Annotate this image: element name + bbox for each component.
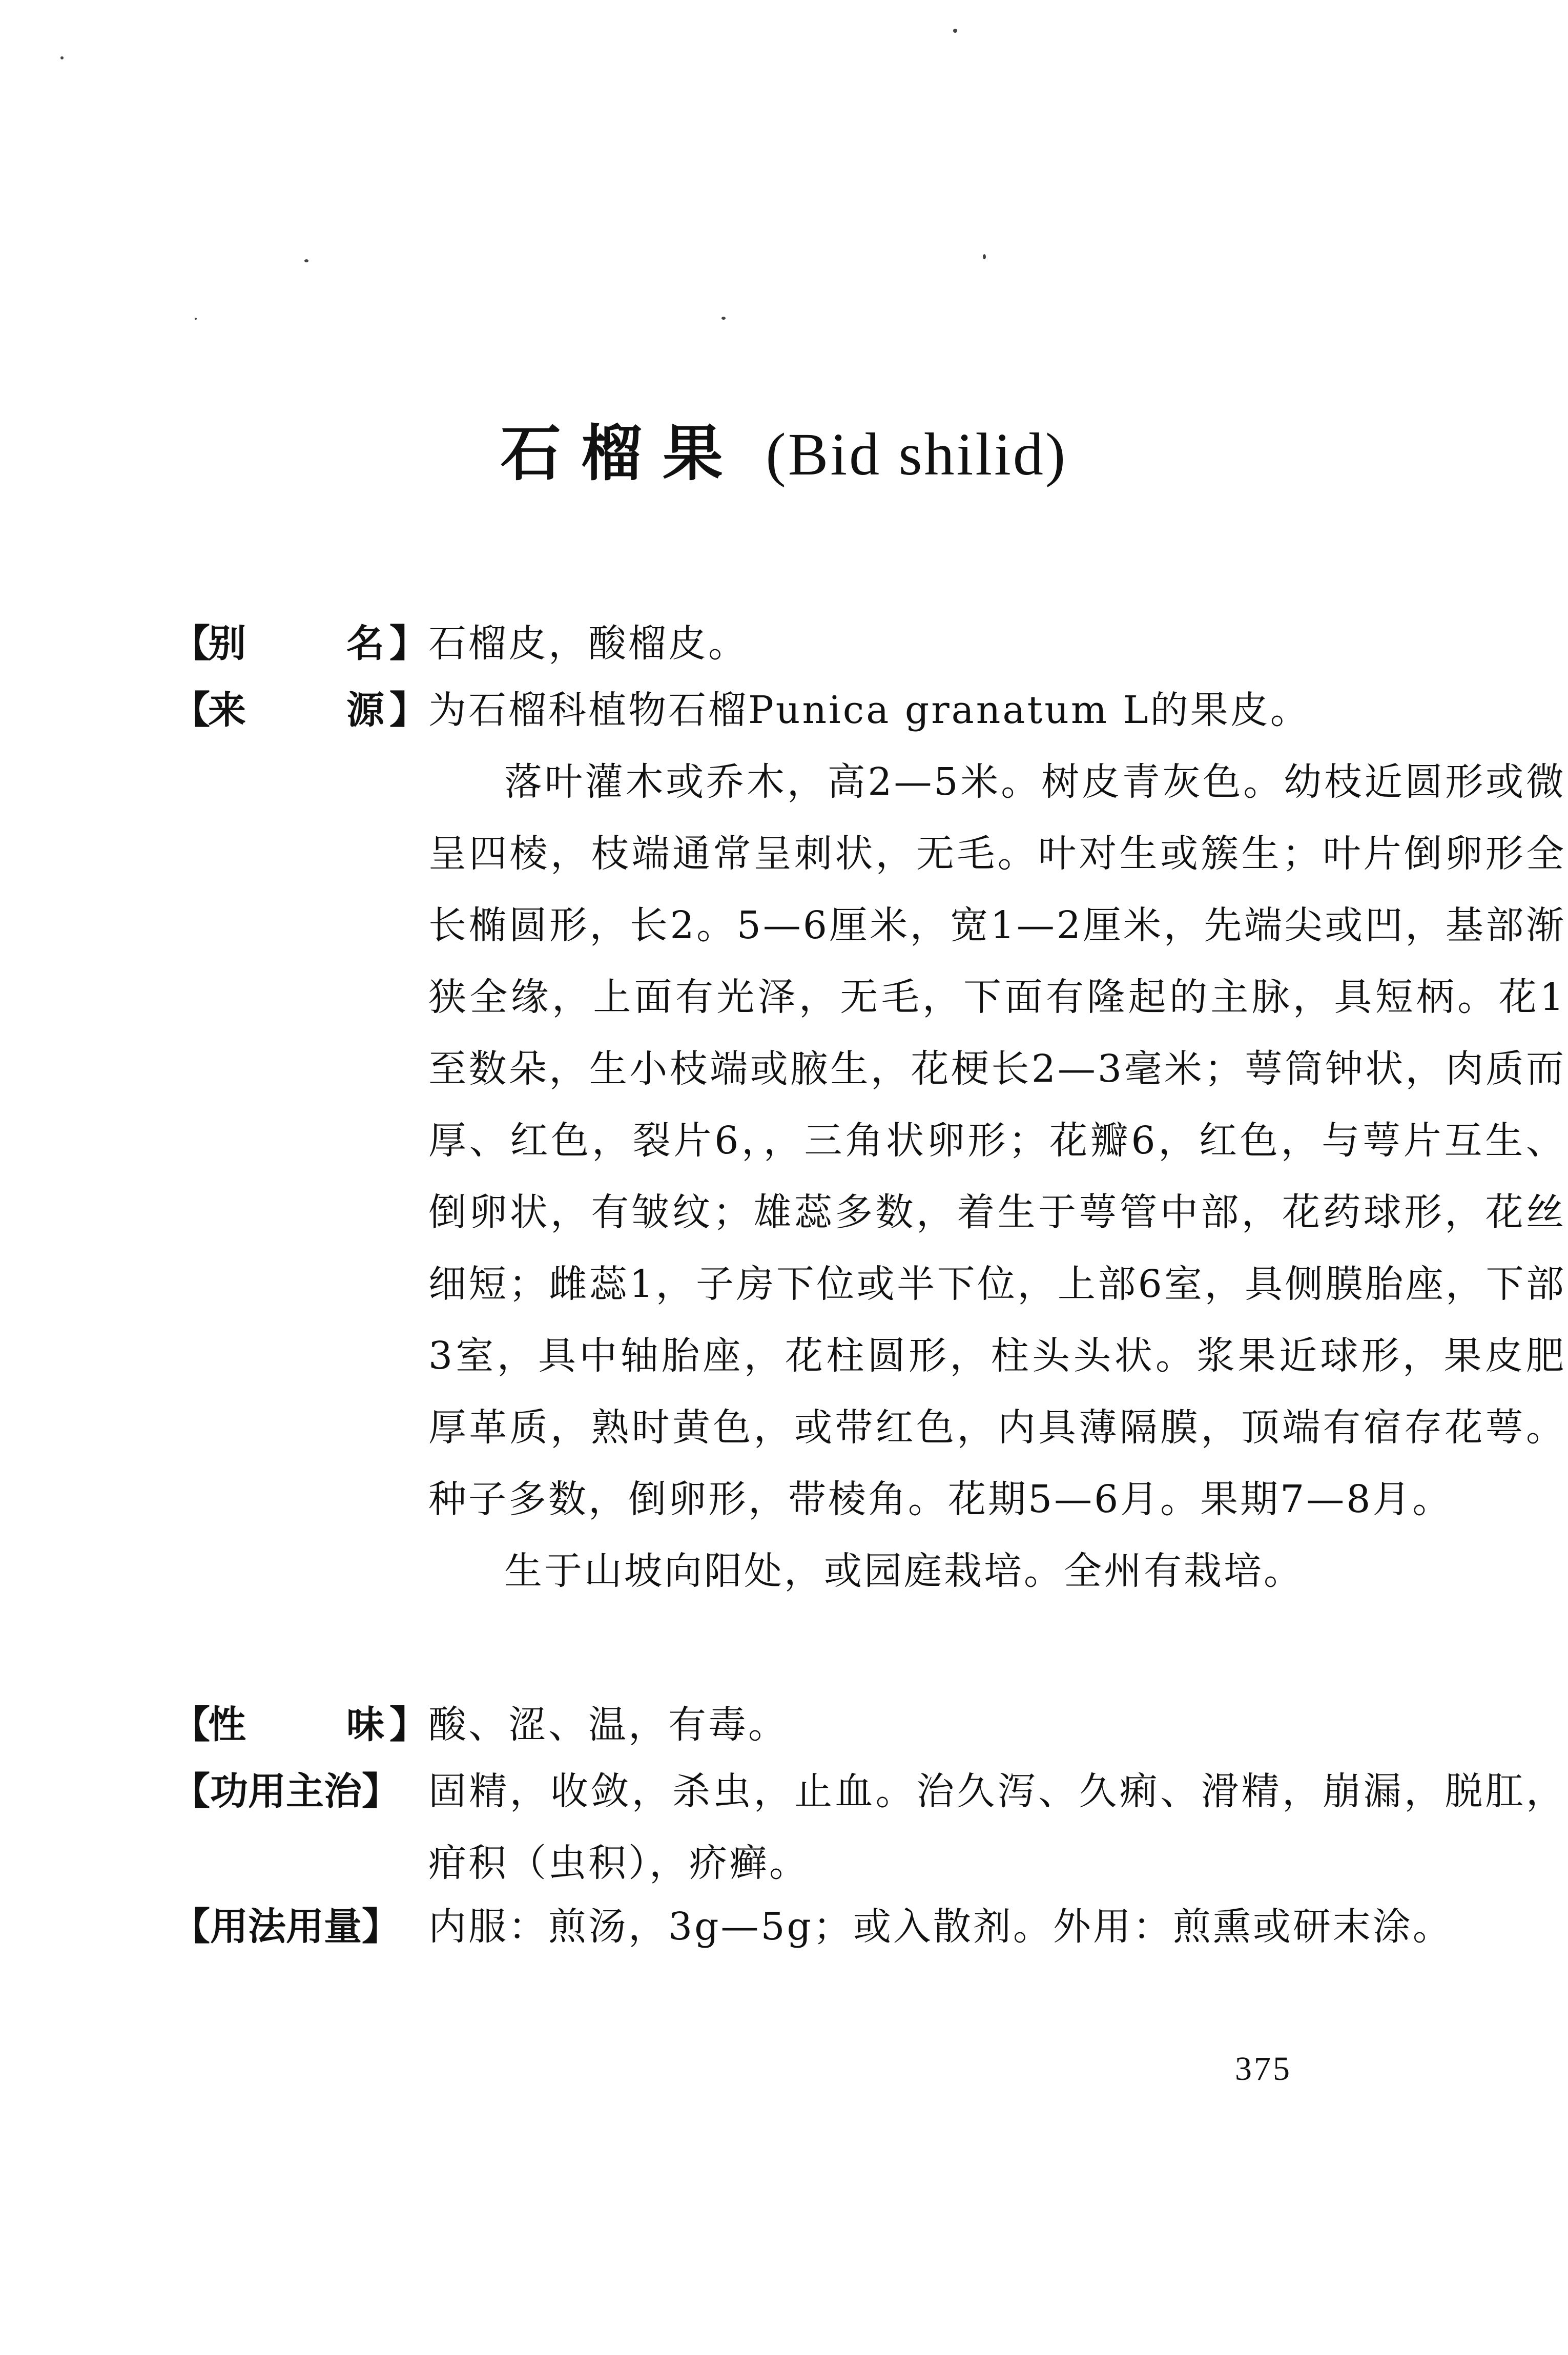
label-usage: 【用法用量】 (172, 1905, 400, 1949)
entry-nature-text (428, 1689, 1566, 1761)
source-habitat: 生于山坡向阳处，或园庭栽培。全州有栽培。 (504, 1549, 1304, 1593)
label-bracket-close: 】 (389, 688, 427, 732)
scan-speck (721, 317, 726, 320)
entry-alias-label (172, 608, 428, 679)
label-char-1: 来 (208, 688, 246, 732)
source-description: 落叶灌木或乔木，高2—5米。树皮青灰色。幼枝近圆形或微呈四棱，枝端通常呈刺状，无毛。叶对生或簇生；叶片倒卵形全长椭圆形，长2。5—6厘米，宽1—2厘米，先端尖或凹，基部渐狭全缘，上面有光泽，无毛，下面有隆起的主脉，具短柄。花1至数朵，生小枝端或腋生，花梗长2—3毫米；萼筒钟状，肉质而厚、红色，裂片6，，三角状卵形；花瓣6，红色，与萼片互生、倒卵状，有皱纹；雄蕊多数，着生于萼管中部，花药球形，花丝细短；雌蕊1，子房下位或半下位，上部6室，具侧膜胎座，下部3室，具中轴胎座，花柱圆形，柱头头状。浆果近球形，果皮肥厚革质，熟时黄色，或带红色，内具薄隔膜，顶端有宿存花萼。种子多数，倒卵形，带棱角。花期5—6月。果期7—8月。 (428, 760, 1566, 1521)
label-bracket-close: 】 (389, 1703, 427, 1747)
label-char-2: 源 (346, 688, 384, 732)
usage-text: 内服：煎汤，3g—5g；或入散剂。外用：煎熏或研末涂。 (428, 1905, 1453, 1949)
scan-speck (983, 254, 986, 259)
entry-alias-text (428, 608, 1566, 679)
source-first-line: 为石榴科植物石榴Punica granatum L的果皮。 (428, 688, 1310, 732)
label-char-1: 性 (208, 1703, 246, 1747)
scan-speck (304, 259, 308, 262)
entry-usage-label (172, 1891, 428, 1963)
label-char-2: 味 (346, 1703, 384, 1747)
label-char-2: 名 (346, 622, 384, 666)
label-bracket-close: 】 (389, 622, 427, 666)
label-bracket-open: 【 (172, 1703, 210, 1747)
nature-text: 酸、涩、温，有毒。 (428, 1703, 788, 1747)
label-function: 【功用主治】 (172, 1769, 400, 1813)
page-title (0, 405, 1568, 492)
scan-speck (195, 318, 197, 320)
entry-source-text (428, 674, 1566, 1607)
label-bracket-open: 【 (172, 688, 210, 732)
entry-function-label (172, 1755, 428, 1827)
page-number: 375 (1235, 2050, 1292, 2088)
alias-text: 石榴皮，酸榴皮。 (428, 622, 748, 666)
title-latin: (Bid shilid) (766, 421, 1068, 488)
function-text: 固精，收敛，杀虫，止血。治久泻、久痢、滑精，崩漏，脱肛，疳积（虫积），疥癣。 (428, 1769, 1566, 1885)
label-char-1: 别 (208, 622, 246, 666)
title-chinese: 石榴果 (500, 418, 744, 489)
scan-speck (60, 56, 64, 59)
entry-source-label (172, 674, 428, 746)
scan-speck (953, 29, 957, 33)
label-bracket-open: 【 (172, 622, 210, 666)
entry-function-text (428, 1755, 1566, 1899)
entry-nature-label (172, 1689, 428, 1761)
entry-usage-text (428, 1891, 1566, 1963)
